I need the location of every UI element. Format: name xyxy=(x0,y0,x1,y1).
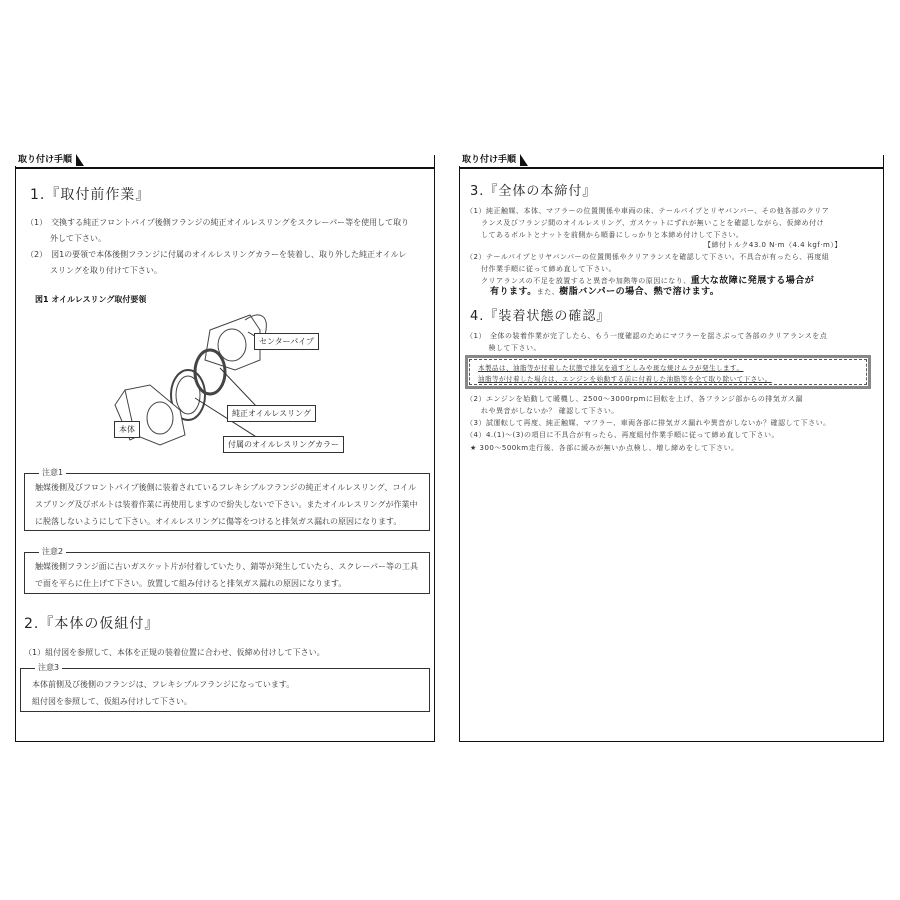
section2-title: 2.『本体の仮組付』 xyxy=(24,616,160,632)
sec3-line-4: （2）テールパイプとリヤバンパーの位置関係やクリアランスを確認して下さい。不具合が有ったら、再度組 xyxy=(466,253,830,261)
section3-title: 3.『全体の本締付』 xyxy=(470,184,597,199)
right-header-title: 取り付け手順 xyxy=(459,154,520,166)
note1-line-3: に脱落しないようにして下さい。オイルレスリングに傷等をつけると排気ガス漏れの原因になります。 xyxy=(35,517,402,526)
right-header-bar xyxy=(460,155,883,169)
label-body: 本体 xyxy=(114,421,140,438)
sec4-line-3: （2）エンジンを始動して暖機し、2500～3000rpmに回転を上げ、各フランジ部からの排気ガス漏 xyxy=(466,395,803,403)
section4-title: 4.『装着状態の確認』 xyxy=(470,309,611,324)
note3-label: 注意3 xyxy=(35,662,62,673)
warning-bold-2: 有ります。 xyxy=(490,287,537,297)
note1-line-2: スプリング及びボルトは装着作業に再使用しますので紛失しないで下さい。またオイルレスリングが作業中 xyxy=(35,500,418,509)
sec4-line-6: （4）4.(1)～(3)の項目に不具合が有ったら、再度組付作業手順に従って締め直して下さい。 xyxy=(466,431,779,439)
note3-line-2: 組付図を参照して、仮組み付けして下さい。 xyxy=(32,697,192,706)
warning-bold-1: 重大な故障に発展する場合が xyxy=(690,276,815,286)
sec3-line-2: ランス及びフランジ間のオイルレスリング、ガスケットにずれが無いことを確認しながら、仮締め付け xyxy=(466,219,825,227)
oil-warning-line-2: 油脂等が付着した場合は、エンジンを始動する前に付着した油脂等を全て取り除いて下さい。 xyxy=(478,375,772,383)
label-collar: 付属のオイルレスリングカラー xyxy=(223,436,344,453)
left-header-title: 取り付け手順 xyxy=(15,154,76,166)
left-header-bar xyxy=(16,155,434,169)
section1-title: 1.『取付前作業』 xyxy=(30,187,151,203)
sec1-line-1: （1） 交換する純正フロントパイプ後側フランジの純正オイルレスリングをスクレーパー等を使用して取り xyxy=(26,218,410,227)
note2-label: 注意2 xyxy=(39,546,66,557)
note2-line-1: 触媒後側フランジ面に古いガスケット片が付着していたり、錆等が発生していたら、スクレーパー等の工具 xyxy=(35,562,418,571)
oil-warning-line-1: 本製品は、油脂等が付着した状態で排気を通すとしみや斑な焼けムラが発生します。 xyxy=(478,364,744,372)
sec4-line-1: （1） 全体の装着作業が完了したら、もう一度確認のためにマフラーを揺さぶって各部のクリアランスを点 xyxy=(466,332,828,340)
note3-line-1: 本体前側及び後側のフランジは、フレキシブルフランジになっています。 xyxy=(32,680,295,689)
sec1-line-4: スリングを取り付けて下さい。 xyxy=(26,266,162,275)
sec3-line-3: してあるボルトとナットを前側から順番にしっかりと本締め付けして下さい。 xyxy=(466,231,744,239)
sec3-line-5: 付作業手順に従って締め直して下さい。 xyxy=(466,265,616,273)
label-oring: 純正オイルレスリング xyxy=(227,405,316,422)
sec4-line-7: ★ 300～500km走行後、各部に緩みが無いか点検し、増し締めをして下さい。 xyxy=(470,444,739,452)
label-center-pipe: センターパイプ xyxy=(254,333,319,350)
sec1-line-3: （2） 図1の要領で本体後側フランジに付属のオイルレスリングカラーを装着し、取り外した純正オイルレ xyxy=(26,250,407,259)
warning-mid: また、 xyxy=(536,288,560,296)
note2-line-2: で面を平らに仕上げて下さい。放置して組み付けると排気ガス漏れの原因になります。 xyxy=(35,579,347,588)
sec3-line-6-text: クリアランスの不足を放置すると異音や加熱等の原因になり、 xyxy=(466,277,691,285)
figure-title: 図1 オイルレスリング取付要領 xyxy=(35,295,147,304)
torque-spec: 【締付トルク43.0 N·m（4.4 kgf·m）】 xyxy=(704,241,842,249)
warning-bold-3: 樹脂バンパーの場合、熱で溶けます。 xyxy=(559,287,720,297)
sec1-line-2: 外して下さい。 xyxy=(26,234,106,243)
note1-line-1: 触媒後側及びフロントパイプ後側に装着されているフレキシブルフランジの純正オイルレスリング、コイル xyxy=(35,483,417,492)
sec3-line-7 xyxy=(490,286,719,298)
sec4-line-4: れや異音がしないか？ 確認して下さい。 xyxy=(466,407,619,415)
sec2-line-1: （1）組付図を参照して、本体を正規の装着位置に合わせ、仮締め付けして下さい。 xyxy=(24,648,325,657)
sec3-line-1: （1）純正触媒、本体、マフラーの位置関係や車両の床、テールパイプとリヤバンパー、その他各部のクリア xyxy=(466,207,830,215)
sec4-line-2: 検して下さい。 xyxy=(466,344,541,352)
note1-label: 注意1 xyxy=(39,467,66,478)
sec4-line-5: （3）試運転して再度、純正触媒、マフラー、車両各部に排気ガス漏れや異音がしないか？確認して下さい。 xyxy=(466,419,831,427)
